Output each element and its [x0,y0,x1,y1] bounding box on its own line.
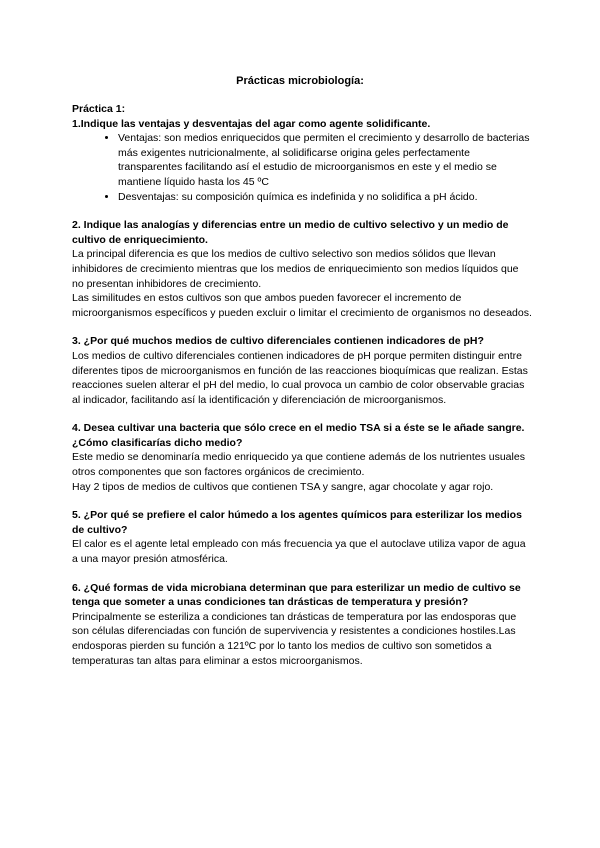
document-content [72,102,532,668]
question-3: 3. ¿Por qué muchos medios de cultivo diferenciales contienen indicadores de pH? [72,335,484,348]
practice-label: Práctica 1: [72,103,126,115]
answer-2-paragraph-1: La principal diferencia es que los medios de cultivo selectivo son medios sólidos que llevan inhibidores de crecimiento mientras que los medios de enriquecimiento son medios líquidos que no presentan inhibidores de crecimiento. [72,248,519,290]
answer-4-paragraph-2: Hay 2 tipos de medios de cultivos que contienen TSA y sangre, agar chocolate y agar rojo. [72,480,494,493]
question-2: 2. Indique las analogías y diferencias entre un medio de cultivo selectivo y un medio de cultivo de enriquecimiento. [72,219,509,246]
answer-2-paragraph-2: Las similitudes en estos cultivos son que ambos pueden favorecer el incremento de microorganismos específicos y pueden excluir o limitar el crecimiento de organismos no deseados. [72,292,532,319]
answer-5-paragraph-1: El calor es el agente letal empleado con más frecuencia ya que el autoclave utiliza vapor de agua a una mayor presión atmosférica. [72,538,526,566]
answer-6-paragraph-1: Principalmente se esteriliza a condiciones tan drásticas de temperatura por las endosporas que son células diferenciadas con función de supervivencia y resistentes a condiciones hostiles.Las endosporas pierden su función a 121ºC por lo tanto los medios de cultivo son sometidos a temperaturas tan altas para eliminar a estos microorganismos. [72,610,517,667]
question-1-bullets [72,131,532,204]
answer-3-paragraph-1: Los medios de cultivo diferenciales contienen indicadores de pH porque permiten distinguir entre diferentes tipos de microorganismos en función de las reacciones bioquímicas que realizan. Estas reacciones suelen alterar el pH del medio, lo cual provoca un cambio de color observable gracias al indicador, facilitando así la identificación y diferenciación de microorganismos. [72,349,528,406]
question-4: 4. Desea cultivar una bacteria que sólo crece en el medio TSA si a éste se le añade sangre. ¿Cómo clasificarías dicho medio? [72,422,525,449]
answer-4-paragraph-1: Este medio se denominaría medio enriquecido ya que contiene además de los nutrientes usuales otros componentes que son factores orgánicos de crecimiento. [72,451,525,479]
bullet-ventajas: • Ventajas: son medios enriquecidos que permiten el crecimiento y desarrollo de bacterias más exigentes nutricionalmente, al solidificarse origina geles perfectamente transparentes facilitando así el estudio de microorganismos en este y el medio se mantiene líquido hasta los 45 ºC [118,131,532,189]
question-1: 1.Indique las ventajas y desventajas del agar como agente solidificante. [72,117,431,130]
question-5: 5. ¿Por qué se prefiere el calor húmedo a los agentes químicos para esterilizar los medios de cultivo? [72,509,522,536]
question-6: 6. ¿Qué formas de vida microbiana determinan que para esterilizar un medio de cultivo se tenga que someter a unas condiciones tan drásticas de temperatura y presión? [72,581,521,609]
document-title: Prácticas microbiología: [236,75,364,87]
bullet-desventajas: • Desventajas: su composición química es indefinida y no solidifica a pH ácido. [118,190,532,205]
